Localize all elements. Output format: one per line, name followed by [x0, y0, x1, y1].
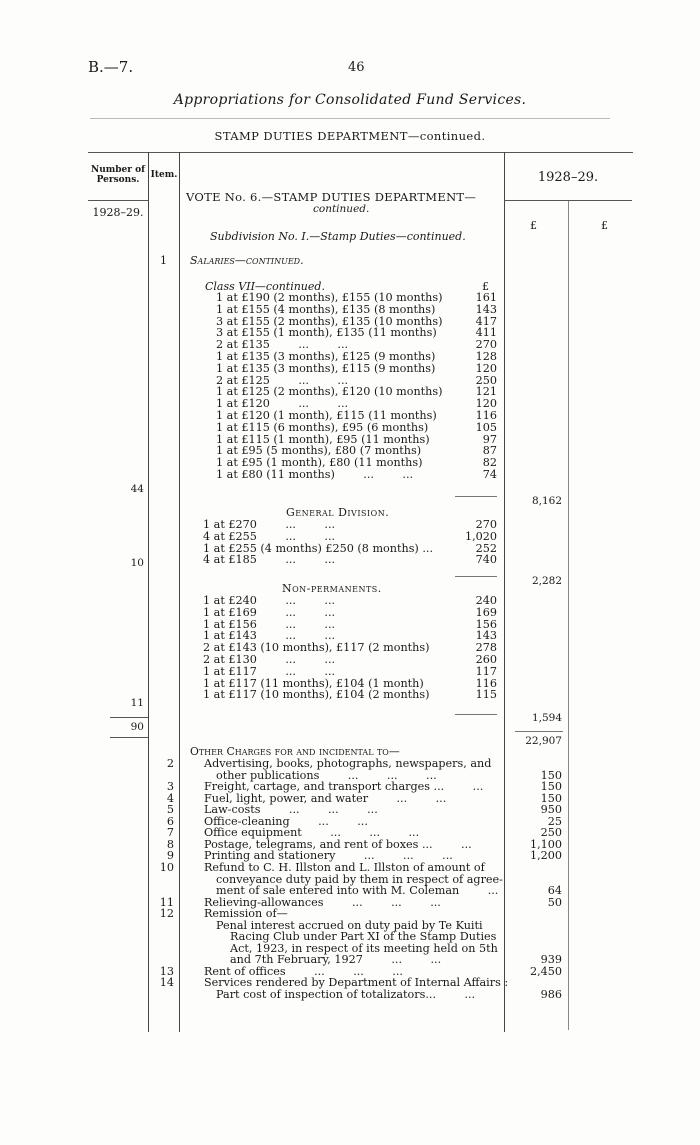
item-number: 4 [166, 791, 174, 805]
salaries-heading: Salaries—continued. [190, 254, 304, 267]
item-number: 3 [166, 780, 174, 794]
row-amount: 161 [475, 291, 497, 304]
row-label: 3 at £155 (1 month), £135 (11 months) [216, 326, 437, 340]
row-label: 1 at £120 ... ... [216, 397, 349, 411]
pound-sign-col2: £ [601, 219, 608, 232]
row-amount: 411 [475, 326, 497, 340]
page-title: Appropriations for Consolidated Fund Services. [173, 92, 527, 108]
row-amount: 116 [475, 409, 497, 422]
row-amount: 740 [475, 553, 497, 567]
row-label: 1 at £143 ... ... [203, 629, 336, 643]
persons-total-rule-top [110, 717, 148, 718]
row-amount: 120 [475, 361, 497, 375]
col-divider-persons [148, 152, 149, 1032]
row-label: 1 at £169 ... ... [203, 605, 336, 619]
row-amount: 1,020 [464, 529, 497, 543]
row-amount: 986 [540, 988, 562, 1001]
section-subtitle: STAMP DUTIES DEPARTMENT—continued. [214, 129, 486, 143]
row-label: 2 at £135 ... ... [216, 338, 349, 352]
row-amount: 87 [482, 444, 497, 458]
non-permanents-heading: Non-permanents. [282, 582, 382, 595]
row-amount: 240 [475, 594, 497, 607]
title-rule [90, 118, 610, 119]
row-amount: 252 [475, 541, 497, 555]
salaries-total-rule [515, 731, 563, 732]
item-number: 9 [166, 849, 174, 863]
row-amount: 250 [475, 373, 497, 387]
row-amount: 270 [475, 338, 497, 352]
row-label: 1 at £190 (2 months), £155 (10 months) [216, 291, 443, 304]
item-number: 11 [159, 895, 174, 909]
row-label: 1 at £95 (1 month), £80 (11 months) [216, 456, 423, 470]
row-label: 1 at £117 (10 months), £104 (2 months) [203, 688, 430, 702]
row-amount: 150 [540, 768, 562, 782]
salaries-total: 22,907 [525, 735, 562, 747]
row-amount: 143 [475, 629, 497, 643]
item-number: 5 [166, 803, 174, 817]
row-label: 1 at £270 ... ... [203, 518, 336, 531]
row-amount: 25 [547, 814, 562, 828]
row-amount: 74 [482, 468, 497, 481]
row-amount: 143 [475, 302, 497, 316]
row-label: 1 at £125 (2 months), £120 (10 months) [216, 385, 443, 399]
column-header-persons: Number of Persons. [90, 165, 146, 185]
row-label: Printing and stationery ... ... ... [204, 849, 453, 863]
row-amount: 117 [475, 664, 497, 678]
item-number: 7 [166, 826, 174, 840]
item-number: 8 [166, 837, 174, 851]
row-label: 4 at £185 ... ... [203, 553, 336, 567]
row-amount: 169 [475, 605, 497, 619]
row-label: Racing Club under Part XI of the Stamp Duties [230, 930, 497, 944]
class-vii-subtotal-rule [455, 496, 497, 497]
non-permanents-subtotal-rule [455, 714, 497, 715]
row-label: 2 at £130 ... ... [203, 653, 336, 666]
general-subtotal-rule [455, 576, 497, 577]
row-label: conveyance duty paid by them in respect of agree- [216, 872, 503, 886]
vote-heading: VOTE No. 6.—STAMP DUTIES DEPARTMENT— [186, 190, 477, 204]
row-label: Rent of offices ... ... ... [204, 964, 403, 978]
row-label: 1 at £117 (11 months), £104 (1 month) [203, 676, 424, 690]
row-amount: 939 [540, 953, 562, 967]
non-permanents-persons: 11 [130, 697, 144, 709]
row-label: other publications ... ... ... [216, 768, 437, 782]
row-label: 1 at £115 (6 months), £95 (6 months) [216, 420, 429, 434]
pound-sign-col1: £ [530, 219, 537, 232]
row-label: 4 at £255 ... ... [203, 529, 336, 543]
class-vii-pound-sign: £ [482, 280, 489, 293]
row-label: Freight, cartage, and transport charges ... ... [204, 780, 484, 794]
general-total: 2,282 [531, 575, 562, 587]
subdivision-heading: Subdivision No. I.—Stamp Duties—continued. [210, 230, 466, 243]
item-number: 6 [166, 814, 174, 828]
year-header-rule [504, 200, 632, 201]
other-charges-heading: Other Charges for and incidental to— [190, 745, 400, 758]
row-label: Services rendered by Department of Internal Affairs : [204, 976, 509, 990]
column-header-year: 1928–29. [537, 170, 599, 185]
row-amount: 150 [540, 791, 562, 805]
non-permanents-total: 1,594 [531, 712, 562, 724]
row-label: 3 at £155 (2 months), £135 (10 months) [216, 314, 443, 328]
row-label: 1 at £115 (1 month), £95 (11 months) [216, 432, 430, 446]
row-amount: 121 [475, 385, 497, 399]
row-amount: 250 [540, 826, 562, 840]
item-number-salaries: 1 [160, 254, 167, 267]
row-label: 1 at £135 (3 months), £115 (9 months) [216, 361, 436, 375]
persons-year-label: 1928–29. [92, 206, 144, 219]
general-persons: 10 [130, 557, 144, 569]
row-amount: 115 [475, 688, 497, 702]
row-label: 1 at £95 (5 months), £80 (7 months) [216, 444, 422, 458]
row-label: 2 at £143 (10 months), £117 (2 months) [203, 641, 430, 655]
row-amount: 278 [475, 641, 497, 655]
row-label: 1 at £120 (1 month), £115 (11 months) [216, 409, 437, 422]
total-persons: 90 [130, 721, 144, 733]
class-vii-heading: Class VII—continued. [205, 280, 325, 293]
row-amount: 150 [540, 780, 562, 794]
row-amount: 120 [475, 397, 497, 411]
row-amount: 1,100 [529, 837, 562, 851]
table-top-rule [88, 152, 633, 153]
item-number: 14 [159, 976, 174, 990]
row-amount: 417 [475, 314, 497, 328]
row-label: Penal interest accrued on duty paid by Te Kuiti [216, 918, 483, 932]
row-label: Act, 1923, in respect of its meeting held on 5th [230, 941, 498, 955]
row-amount: 64 [547, 884, 562, 898]
row-label: 1 at £117 ... ... [203, 664, 336, 678]
row-label: Remission of— [204, 907, 288, 921]
row-amount: 260 [475, 653, 497, 666]
row-label: Advertising, books, photographs, newspapers, and [204, 757, 492, 770]
row-amount: 116 [475, 676, 497, 690]
row-amount: 128 [475, 350, 497, 363]
row-label: ment of sale entered into with M. Coleman ... [216, 884, 499, 898]
row-label: Law-costs ... ... ... [204, 803, 378, 817]
row-label: 1 at £80 (11 months) ... ... [216, 468, 414, 481]
page-number: 46 [348, 60, 365, 75]
row-amount: 97 [482, 432, 497, 446]
row-amount: 156 [475, 617, 497, 631]
class-vii-persons: 44 [130, 483, 144, 495]
row-label: 1 at £156 ... ... [203, 617, 336, 631]
row-label: 1 at £155 (4 months), £135 (8 months) [216, 302, 436, 316]
row-label: 2 at £125 ... ... [216, 373, 349, 387]
column-header-item: Item. [150, 170, 178, 180]
row-label: Part cost of inspection of totalizators... ... [216, 988, 476, 1001]
vote-heading-continued: continued. [313, 203, 370, 215]
item-number: 10 [159, 860, 174, 874]
row-amount: 1,200 [529, 849, 562, 863]
document-reference: B.—7. [88, 58, 134, 76]
row-label: Refund to C. H. Illston and L. Illston of amount of [204, 860, 485, 874]
row-label: Fuel, light, power, and water ... ... [204, 791, 447, 805]
item-number: 13 [159, 964, 174, 978]
row-amount: 105 [475, 420, 497, 434]
row-label: Office equipment ... ... ... [204, 826, 420, 840]
row-label: 1 at £255 (4 months) £250 (8 months) ... [203, 541, 434, 555]
persons-header-rule [88, 200, 148, 201]
col-divider-item [179, 152, 180, 1032]
row-label: Relieving-allowances ... ... ... [204, 895, 441, 909]
col-divider-pounds [568, 200, 569, 1030]
row-amount: 270 [475, 518, 497, 531]
class-vii-total: 8,162 [531, 495, 562, 507]
row-amount: 82 [482, 456, 497, 470]
row-label: 1 at £135 (3 months), £125 (9 months) [216, 350, 436, 363]
persons-total-rule-bottom [110, 737, 148, 738]
row-label: Office-cleaning ... ... [204, 814, 368, 828]
row-label: and 7th February, 1927 ... ... [230, 953, 442, 967]
row-amount: 2,450 [529, 964, 562, 978]
row-label: 1 at £240 ... ... [203, 594, 336, 607]
general-division-heading: General Division. [286, 506, 390, 519]
item-number: 2 [166, 757, 174, 770]
row-amount: 50 [547, 895, 562, 909]
item-number: 12 [159, 907, 174, 921]
row-label: Postage, telegrams, and rent of boxes ... ... [204, 837, 472, 851]
row-amount: 950 [540, 803, 562, 817]
